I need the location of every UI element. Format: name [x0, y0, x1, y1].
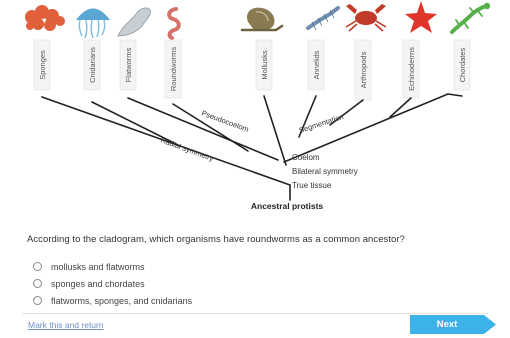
taxon-label-chordates: Chordates: [458, 47, 467, 83]
answer-option-1[interactable]: [33, 258, 192, 275]
jellyfish-icon: [76, 9, 110, 39]
snail-icon: [242, 8, 282, 31]
taxon-label-cnidarians: Cnidarians: [88, 47, 97, 83]
answer-option-3[interactable]: [33, 292, 192, 309]
radio-button[interactable]: [33, 279, 42, 288]
taxon-label-annelids: Annelids: [312, 50, 321, 80]
segmented-worm-icon: [308, 8, 338, 30]
flatworm-icon: [118, 8, 150, 36]
next-button[interactable]: [410, 315, 496, 334]
trait-label-coelom: Coelom: [292, 153, 320, 162]
radio-button[interactable]: [33, 296, 42, 305]
roundworm-icon: [169, 9, 179, 38]
taxon-label-arthropods: Arthropods: [359, 51, 368, 89]
taxon-label-flatworms: Flatworms: [124, 47, 133, 83]
answer-option-label: mollusks and flatworms: [51, 261, 145, 272]
taxon-label-mollusks: Mollusks: [260, 50, 269, 80]
answer-options: [33, 258, 192, 309]
trait-label-segmentation: Segmentation: [297, 112, 345, 135]
answer-option-label: sponges and chordates: [51, 278, 145, 289]
root-label: Ancestral protists: [250, 201, 324, 211]
sponge-icon: [25, 5, 65, 31]
trait-label-radial-symmetry: Radial symmetry: [159, 135, 215, 163]
next-button-label: Next: [436, 319, 458, 330]
answer-option-2[interactable]: [33, 275, 192, 292]
taxon-label-sponges: Sponges: [38, 50, 47, 80]
cladogram-branches: [42, 94, 462, 200]
answer-option-label: flatworms, sponges, and cnidarians: [51, 295, 193, 306]
radio-button[interactable]: [33, 262, 42, 271]
trait-label-bilateral-symmetry: Bilateral symmetry: [292, 167, 358, 176]
mark-and-return-link[interactable]: Mark this and return: [28, 320, 104, 330]
crab-icon: [346, 4, 386, 31]
trait-label-true-tissue: True tissue: [292, 181, 332, 190]
question-text: According to the cladogram, which organisms have roundworms as a common ancestor?: [27, 234, 405, 245]
taxon-label-echinoderms: Echinoderms: [407, 47, 416, 91]
starfish-icon: [405, 1, 437, 33]
trait-label-pseudocoelom: Pseudocoelom: [200, 108, 251, 134]
footer-divider: [22, 313, 488, 314]
lizard-icon: [452, 3, 490, 32]
taxon-label-roundworms: Roundworms: [169, 46, 178, 92]
